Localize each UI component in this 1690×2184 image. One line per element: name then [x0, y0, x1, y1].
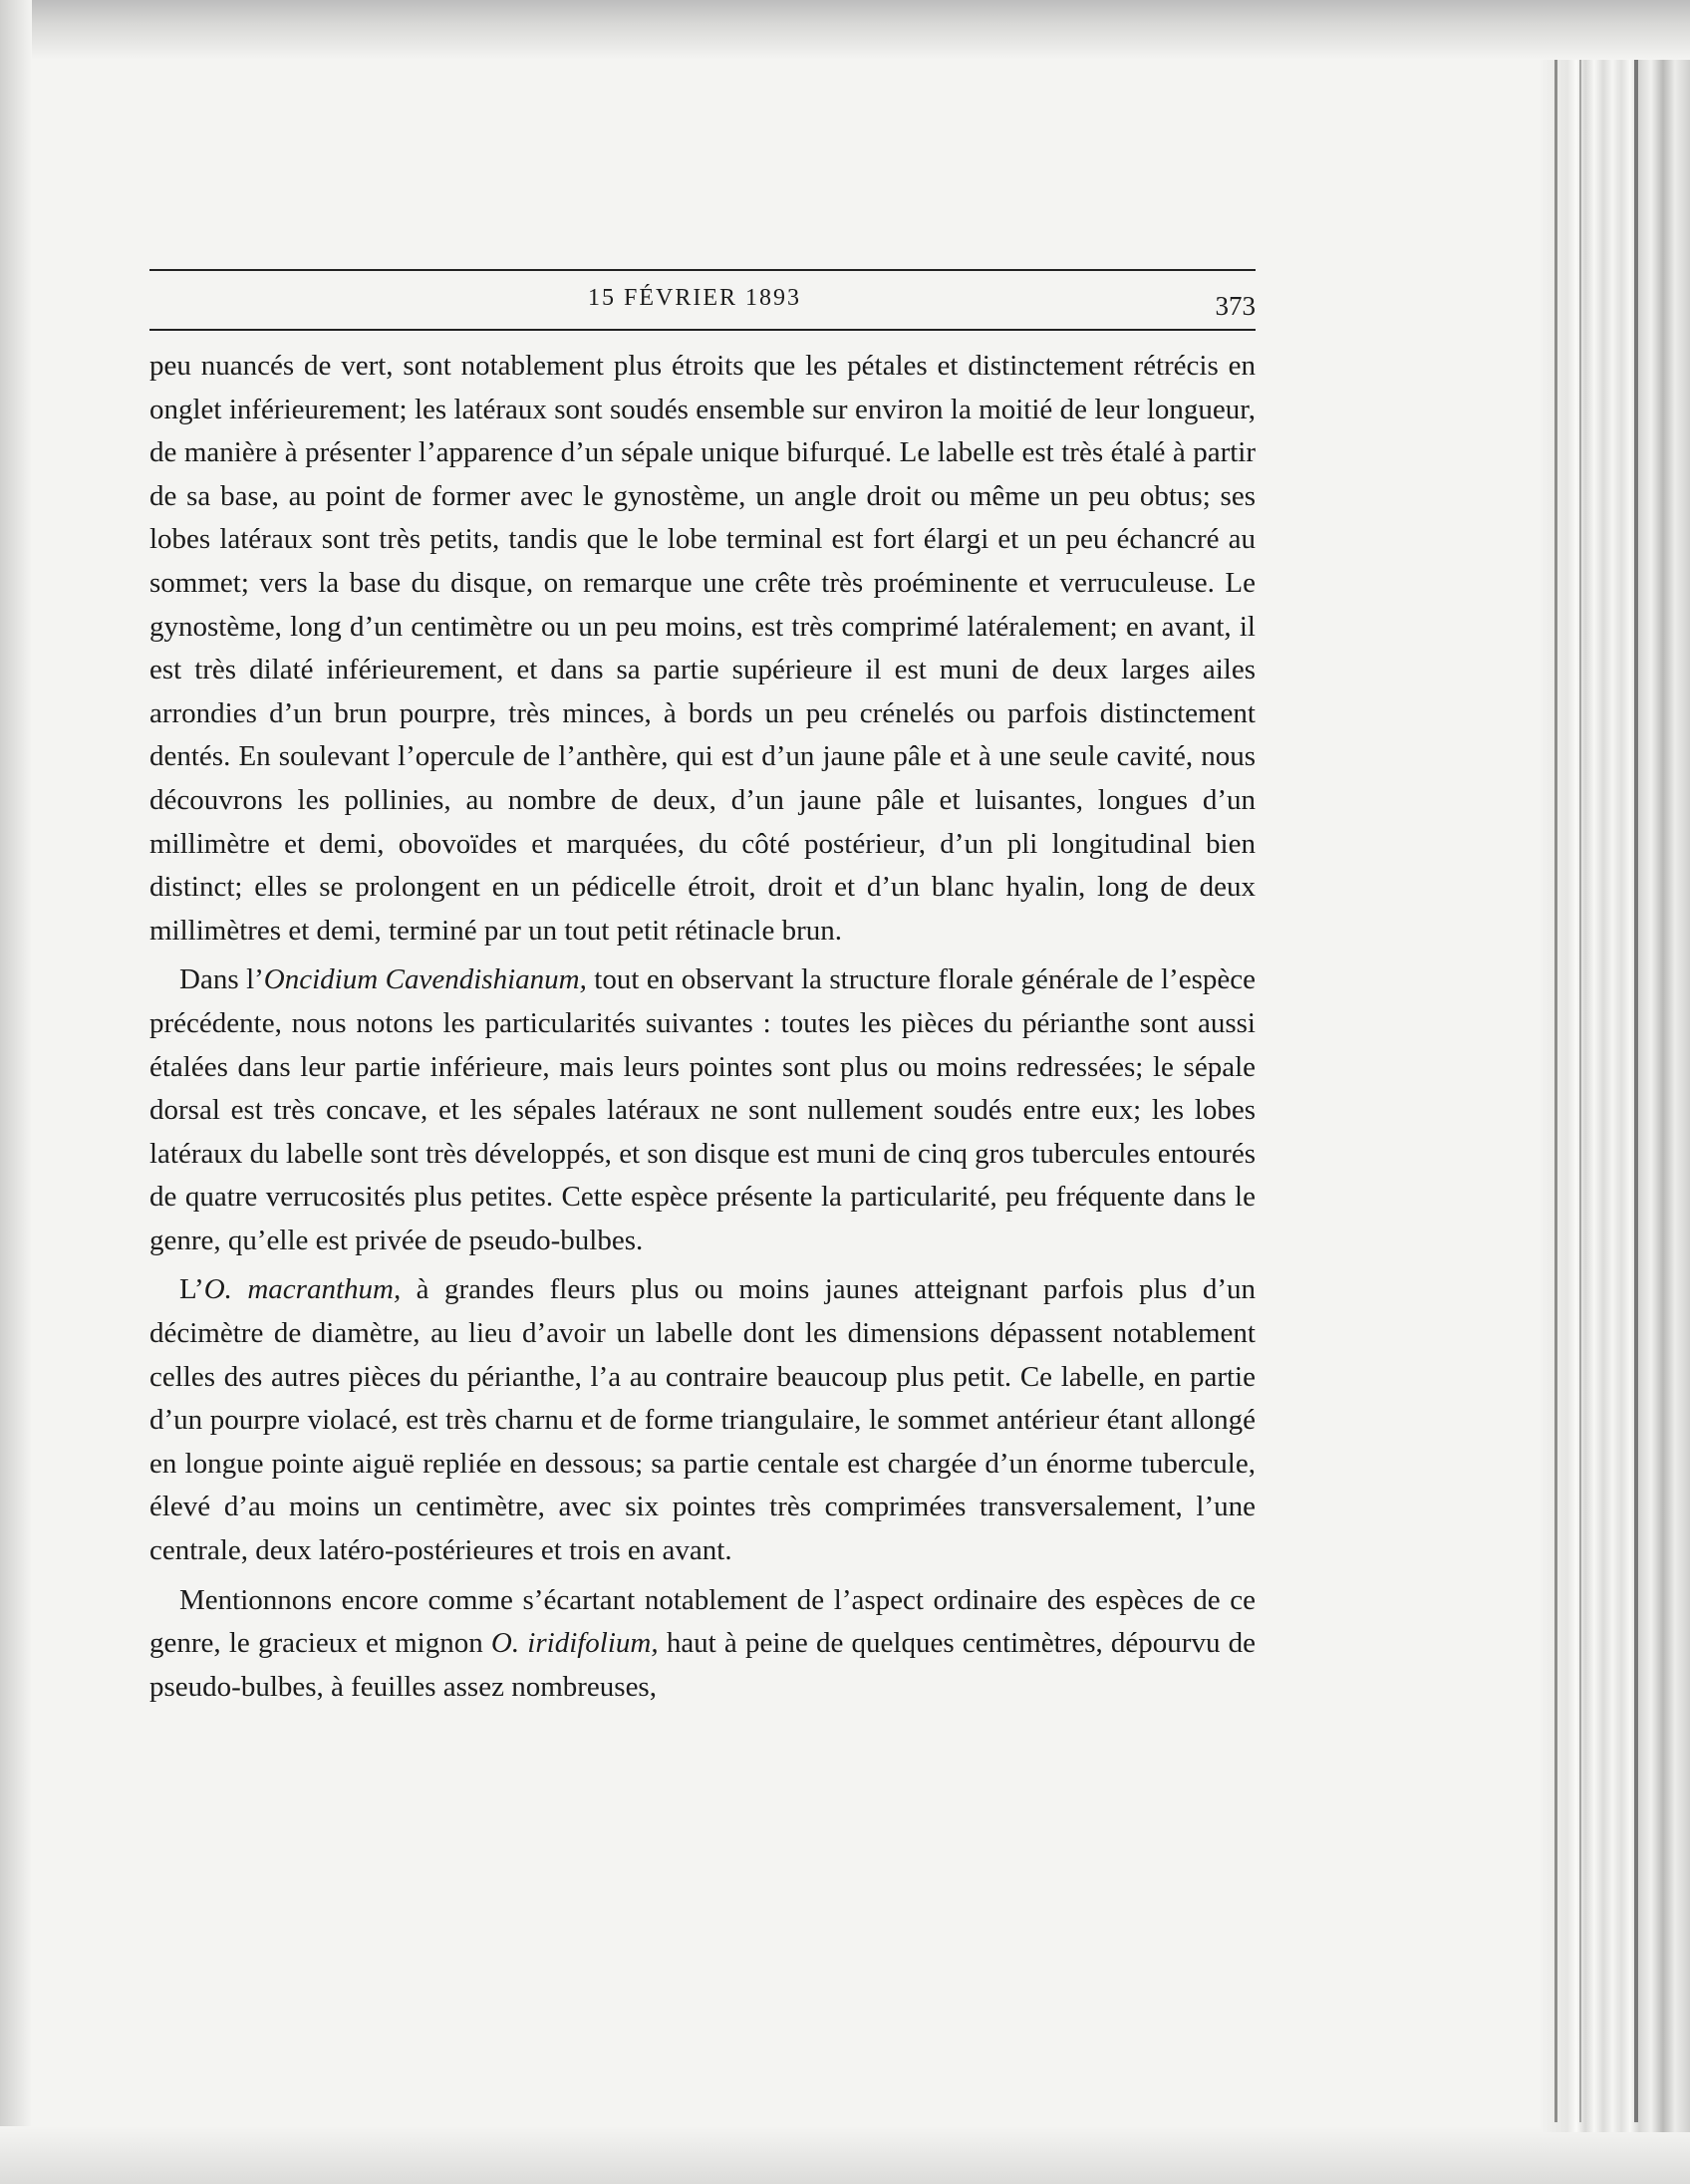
scan-edge-top — [0, 0, 1690, 60]
paragraph — [149, 1268, 1256, 1572]
page-number: 373 — [1215, 291, 1256, 321]
paragraph — [149, 958, 1256, 1262]
page-stack-line — [1634, 60, 1638, 2122]
text-run: haut à peine de quelques centimètres, dépourvu de pseudo-bulbes, à feuilles assez nombreuses, — [149, 1627, 1257, 1703]
italic-term: O. iridifolium, — [490, 1627, 659, 1660]
header-rule-bottom — [149, 329, 1256, 331]
text-run: à grandes fleurs plus ou moins jaunes atteignant parfois plus d’un décimètre de diamètre, au lieu d’avoir un labelle dont les dimensions dépassent notablement celles des autres pièces du périanthe, l’a au contraire beaucoup plus petit. Ce labelle, en partie d’un pourpre violacé, est très charnu et de forme triangulaire, le sommet antérieur étant allongé en longue pointe aiguë repliée en dessous; sa partie centale est chargée d’un énorme tubercule, élevé d’au moins un centimètre, avec six pointes très comprimées transversalement, l’une centrale, deux latéro-postérieures et trois en avant. — [149, 1273, 1256, 1567]
running-head — [149, 259, 1256, 329]
running-head-title: 15 FÉVRIER 1893 — [588, 285, 802, 311]
body-text — [149, 345, 1256, 1709]
text-run: L’ — [179, 1273, 204, 1306]
header-rule-top — [149, 269, 1256, 271]
page-stack-line — [1554, 60, 1557, 2122]
paragraph — [149, 1579, 1256, 1710]
text-run: Dans l’ — [179, 963, 264, 996]
text-run: tout en observant la structure florale générale de l’espèce précédente, nous notons les particularités suivantes : toutes les pièces du périanthe sont aussi étalées dans leur partie inférieure, mais leurs pointes sont plus ou moins redressées; le sépale dorsal est très concave, et les sépales latéraux ne sont nullement soudés entre eux; les lobes latéraux du labelle sont très développés, et son disque est muni de cinq gros tubercules entourés de quatre verrucosités plus petites. Cette espèce présente la particularité, peu fréquente dans le genre, qu’elle est privée de pseudo-bulbes. — [149, 963, 1256, 1256]
italic-term: Oncidium Cavendishianum, — [263, 963, 587, 996]
page-stack-edge — [1541, 60, 1690, 2132]
scan-edge-left — [0, 0, 32, 2184]
paragraph — [149, 345, 1256, 953]
italic-term: O. macranthum, — [203, 1273, 402, 1306]
printed-page — [149, 259, 1256, 1709]
page-stack-line — [1579, 60, 1581, 2122]
text-run: Mentionnons encore comme s’écartant notablement de l’aspect ordinaire des espèces de ce genre, le gracieux et mignon — [149, 1583, 1256, 1660]
scan-edge-bottom — [0, 2126, 1690, 2184]
text-run: peu nuancés de vert, sont notablement plus étroits que les pétales et distinctement rétrécis en onglet inférieurement; les latéraux sont soudés ensemble sur environ la moitié de leur longueur, de manière à présenter l’apparence d’un sépale unique bifurqué. Le labelle est très étalé à partir de sa base, au point de former avec le gynostème, un angle droit ou même un peu obtus; ses lobes latéraux sont très petits, tandis que le lobe terminal est fort élargi et un peu échancré au sommet; vers la base du disque, on remarque une crête très proéminente et verruculeuse. Le gynostème, long d’un centimètre ou un peu moins, est très comprimé latéralement; en avant, il est très dilaté inférieurement, et dans sa partie supérieure il est muni de deux larges ailes arrondies d’un brun pourpre, très minces, à bords un peu crénelés ou parfois distinctement dentés. En soulevant l’opercule de l’anthère, qui est d’un jaune pâle et à une seule cavité, nous découvrons les pollinies, au nombre de deux, d’un jaune pâle et luisantes, longues d’un millimètre et demi, obovoïdes et marquées, du côté postérieur, d’un pli longitudinal bien distinct; elles se prolongent en un pédicelle étroit, droit et d’un blanc hyalin, long de deux millimètres et demi, terminé par un tout petit rétinacle brun. — [149, 350, 1256, 947]
